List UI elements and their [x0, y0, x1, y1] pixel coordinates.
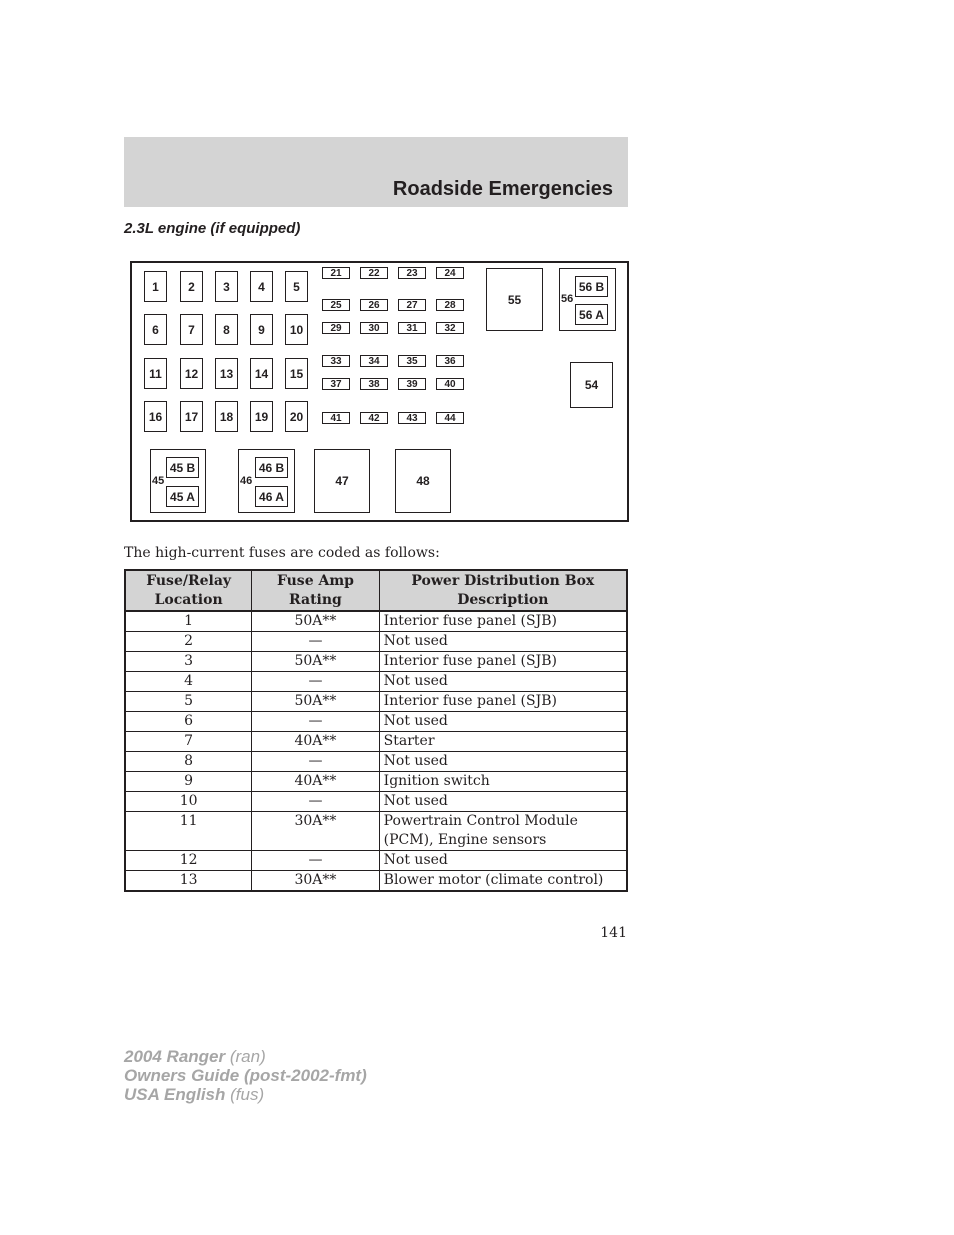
fuse-34: 34: [360, 355, 388, 367]
fuse-12: 12: [180, 358, 203, 389]
section-title: Roadside Emergencies: [392, 178, 613, 200]
cell-location: 8: [125, 752, 252, 772]
cell-rating: —: [252, 851, 379, 871]
description-line: Starter: [383, 733, 435, 749]
fuse-40: 40: [436, 378, 464, 390]
fuse-7: 7: [180, 314, 203, 345]
cell-location: 10: [125, 792, 252, 812]
fuse-1: 1: [144, 271, 167, 302]
cell-rating: —: [252, 672, 379, 692]
cell-location: 12: [125, 851, 252, 871]
cell-location: 7: [125, 732, 252, 752]
relay-46b: 46 B: [255, 457, 288, 478]
cell-rating: 30A**: [252, 812, 379, 851]
table-row: [125, 632, 627, 652]
relay-46a: 46 A: [255, 486, 288, 507]
fuse-5: 5: [285, 271, 308, 302]
fuse-box-diagram: [130, 261, 629, 522]
cell-description: [379, 752, 627, 772]
fuse-29: 29: [322, 322, 350, 334]
cell-description: [379, 692, 627, 712]
description-line: Interior fuse panel (SJB): [383, 693, 557, 709]
description-line: Ignition switch: [383, 773, 490, 789]
fuse-18: 18: [215, 401, 238, 432]
cell-description: [379, 812, 627, 851]
description-line: Not used: [383, 852, 448, 868]
cell-rating: —: [252, 752, 379, 772]
footer: [124, 1047, 367, 1104]
fuse-38: 38: [360, 378, 388, 390]
table-body: [125, 611, 627, 891]
cell-rating: 40A**: [252, 772, 379, 792]
cell-description: [379, 672, 627, 692]
fuse-11: 11: [144, 358, 167, 389]
cell-description: [379, 871, 627, 892]
fuse-10: 10: [285, 314, 308, 345]
cell-rating: 50A**: [252, 611, 379, 632]
fuse-9: 9: [250, 314, 273, 345]
cell-location: 1: [125, 611, 252, 632]
cell-rating: —: [252, 632, 379, 652]
fuse-24: 24: [436, 267, 464, 279]
fuse-4: 4: [250, 271, 273, 302]
description-line: Not used: [383, 753, 448, 769]
cell-location: 9: [125, 772, 252, 792]
relay-45-label: 45: [152, 475, 165, 487]
fuse-35: 35: [398, 355, 426, 367]
description-line: Interior fuse panel (SJB): [383, 613, 557, 629]
cell-rating: 30A**: [252, 871, 379, 892]
description-line: Not used: [383, 633, 448, 649]
fuse-table: [124, 569, 628, 892]
header-band: [124, 137, 628, 207]
cell-description: [379, 652, 627, 672]
fuse-28: 28: [436, 299, 464, 311]
footer-line-1: 2004 Ranger (ran): [124, 1047, 266, 1066]
description-line: Blower motor (climate control): [383, 872, 604, 888]
header-description: Power Distribution Box Description: [379, 570, 627, 611]
header-location: Fuse/Relay Location: [125, 570, 252, 611]
table-row: [125, 611, 627, 632]
cell-description: [379, 712, 627, 732]
cell-description: [379, 732, 627, 752]
page-number: 141: [600, 925, 627, 941]
description-line: Not used: [383, 673, 448, 689]
relay-46-label: 46: [240, 475, 253, 487]
relay-45a: 45 A: [166, 486, 199, 507]
fuse-21: 21: [322, 267, 350, 279]
relay-56b: 56 B: [575, 276, 608, 297]
cell-location: 13: [125, 871, 252, 892]
description-line: Not used: [383, 793, 448, 809]
cell-rating: 50A**: [252, 652, 379, 672]
description-line: Powertrain Control Module: [383, 813, 578, 829]
cell-description: [379, 611, 627, 632]
fuse-6: 6: [144, 314, 167, 345]
table-row: [125, 851, 627, 871]
fuse-8: 8: [215, 314, 238, 345]
cell-location: 2: [125, 632, 252, 652]
table-row: [125, 652, 627, 672]
fuse-43: 43: [398, 412, 426, 424]
fuse-41: 41: [322, 412, 350, 424]
fuse-32: 32: [436, 322, 464, 334]
fuse-19: 19: [250, 401, 273, 432]
table-row: [125, 772, 627, 792]
table-row: [125, 672, 627, 692]
cell-location: 3: [125, 652, 252, 672]
relay-45b: 45 B: [166, 457, 199, 478]
relay-54: 54: [570, 362, 613, 408]
relay-47: 47: [314, 449, 370, 513]
table-row: [125, 812, 627, 851]
fuse-14: 14: [250, 358, 273, 389]
fuse-20: 20: [285, 401, 308, 432]
fuse-27: 27: [398, 299, 426, 311]
table-row: [125, 792, 627, 812]
fuse-39: 39: [398, 378, 426, 390]
relay-56a: 56 A: [575, 304, 608, 325]
fuse-25: 25: [322, 299, 350, 311]
cell-rating: 40A**: [252, 732, 379, 752]
description-line: Not used: [383, 713, 448, 729]
fuse-26: 26: [360, 299, 388, 311]
fuse-36: 36: [436, 355, 464, 367]
table-row: [125, 692, 627, 712]
cell-rating: —: [252, 792, 379, 812]
fuse-3: 3: [215, 271, 238, 302]
relay-48: 48: [395, 449, 451, 513]
fuse-16: 16: [144, 401, 167, 432]
cell-rating: —: [252, 712, 379, 732]
fuse-30: 30: [360, 322, 388, 334]
fuse-13: 13: [215, 358, 238, 389]
table-row: [125, 871, 627, 892]
cell-location: 6: [125, 712, 252, 732]
fuse-17: 17: [180, 401, 203, 432]
cell-location: 4: [125, 672, 252, 692]
fuse-15: 15: [285, 358, 308, 389]
header-rating: Fuse Amp Rating: [252, 570, 379, 611]
fuse-37: 37: [322, 378, 350, 390]
fuse-23: 23: [398, 267, 426, 279]
fuse-22: 22: [360, 267, 388, 279]
subheading: 2.3L engine (if equipped): [124, 220, 301, 237]
footer-line-2: Owners Guide (post-2002-fmt): [124, 1066, 367, 1085]
table-row: [125, 752, 627, 772]
footer-line-3: USA English (fus): [124, 1085, 265, 1104]
description-line: (PCM), Engine sensors: [383, 832, 547, 848]
intro-text: The high-current fuses are coded as follows:: [124, 545, 440, 561]
description-line: Interior fuse panel (SJB): [383, 653, 557, 669]
cell-location: 5: [125, 692, 252, 712]
fuse-44: 44: [436, 412, 464, 424]
table-row: [125, 712, 627, 732]
cell-description: [379, 792, 627, 812]
table-row: [125, 732, 627, 752]
cell-rating: 50A**: [252, 692, 379, 712]
cell-description: [379, 772, 627, 792]
relay-56-label: 56: [561, 293, 574, 305]
fuse-42: 42: [360, 412, 388, 424]
fuse-31: 31: [398, 322, 426, 334]
fuse-2: 2: [180, 271, 203, 302]
cell-location: 11: [125, 812, 252, 851]
cell-description: [379, 632, 627, 652]
cell-description: [379, 851, 627, 871]
fuse-33: 33: [322, 355, 350, 367]
table-header-row: [125, 570, 627, 611]
relay-55: 55: [486, 268, 543, 331]
